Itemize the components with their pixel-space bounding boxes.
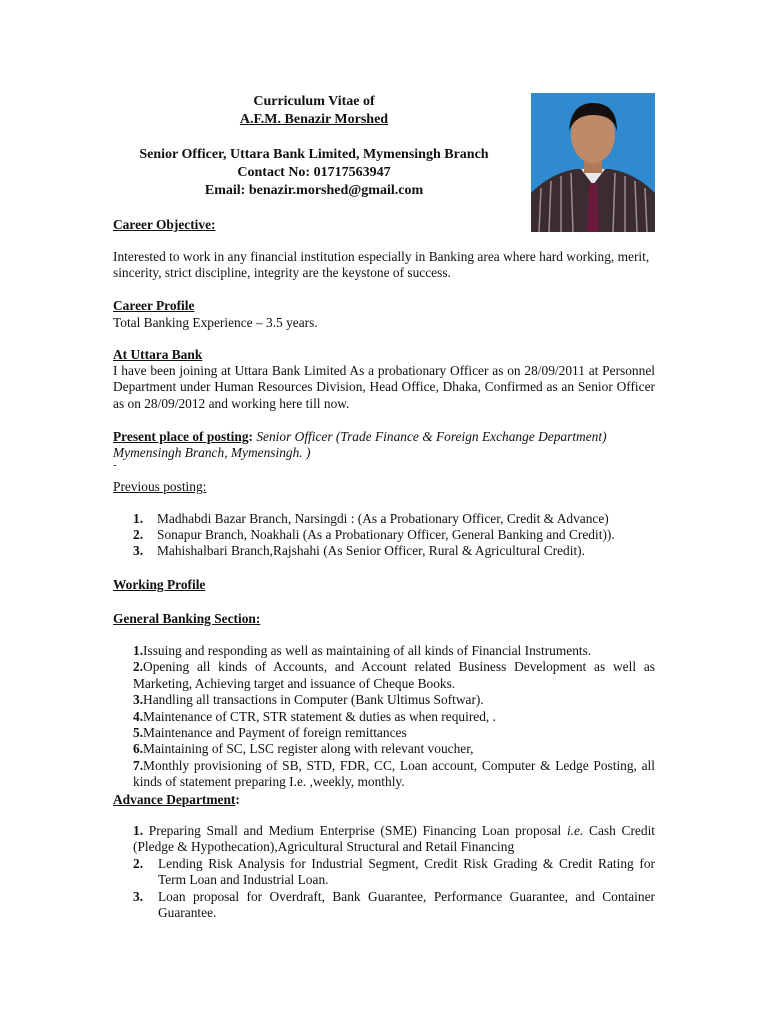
present-posting-text: Senior Officer (Trade Finance & Foreign Exchange Department) Mymensingh Branch, Mymensingh. ) bbox=[113, 429, 607, 461]
item-text: Sonapur Branch, Noakhali (As a Probationary Officer, General Banking and Credit)). bbox=[157, 527, 615, 542]
present-posting bbox=[113, 429, 655, 462]
contact-number: Contact No: 01717563947 bbox=[237, 165, 391, 180]
item-number: 1. bbox=[133, 643, 144, 658]
item-text: Handling all transactions in Computer (Bank Ultimus Softwar). bbox=[143, 692, 484, 708]
list-item bbox=[133, 643, 655, 659]
list-item bbox=[133, 543, 655, 559]
career-objective-heading: Career Objective: bbox=[113, 217, 216, 232]
cv-title: Curriculum Vitae of bbox=[253, 94, 375, 109]
general-banking-heading: General Banking Section: bbox=[113, 611, 261, 626]
list-item bbox=[133, 511, 655, 527]
career-profile-text: Total Banking Experience – 3.5 years. bbox=[113, 315, 318, 330]
item-text: Cash Credit (Pledge & Hypothecation),Agricultural Structural and Retail Financing bbox=[133, 823, 676, 855]
list-item bbox=[133, 758, 655, 791]
item-number: 6. bbox=[133, 741, 144, 757]
profile-photo bbox=[531, 93, 655, 232]
working-profile-heading: Working Profile bbox=[113, 577, 206, 592]
uttara-heading: At Uttara Bank bbox=[113, 347, 203, 362]
list-item bbox=[133, 889, 655, 922]
item-number: 5. bbox=[133, 725, 144, 741]
dash: - bbox=[113, 459, 117, 471]
item-number: 2. bbox=[133, 527, 144, 542]
email: Email: benazir.morshed@gmail.com bbox=[204, 183, 424, 198]
list-item bbox=[133, 692, 655, 708]
item-number: 2. bbox=[133, 856, 144, 871]
career-objective-text: Interested to work in any financial institution especially in Banking area where hard working, merit, sincerity, strict discipline, integrity are the keystone of success. bbox=[113, 249, 650, 281]
colon: : bbox=[248, 429, 253, 444]
item-text: Mahishalbari Branch,Rajshahi (As Senior Officer, Rural & Agricultural Credit). bbox=[157, 543, 585, 558]
item-text: Maintenance and Payment of foreign remittances bbox=[143, 725, 407, 741]
list-item bbox=[133, 823, 676, 856]
current-position: Senior Officer, Uttara Bank Limited, Mymensingh Branch bbox=[139, 147, 489, 162]
candidate-name: A.F.M. Benazir Morshed bbox=[239, 112, 389, 127]
career-profile-heading: Career Profile bbox=[113, 298, 195, 313]
item-text: Lending Risk Analysis for Industrial Segment, Credit Risk Grading & Credit Rating for Term Loan and Industrial Loan. bbox=[158, 856, 655, 888]
item-text: Maintaining of SC, LSC register along with relevant voucher, bbox=[143, 741, 474, 757]
advance-heading bbox=[113, 792, 240, 808]
list-item bbox=[133, 527, 655, 543]
item-text: Opening all kinds of Accounts, and Account related Business Development as well as Marketing, Achieving target and issuance of Cheque Books. bbox=[133, 659, 655, 691]
item-text: Preparing Small and Medium Enterprise (SME) Financing Loan proposal bbox=[148, 823, 567, 838]
item-number: 3. bbox=[133, 889, 144, 904]
list-item bbox=[133, 856, 655, 889]
list-item bbox=[133, 741, 655, 757]
item-text-italic: i.e. bbox=[566, 823, 584, 838]
item-number: 7. bbox=[133, 757, 144, 773]
item-number: 3. bbox=[133, 543, 144, 558]
item-text: Issuing and responding as well as maintaining of all kinds of Financial Instruments. bbox=[143, 643, 592, 658]
list-item bbox=[133, 709, 655, 725]
item-text: Maintenance of CTR, STR statement & duties as when required, . bbox=[143, 708, 496, 724]
uttara-text: I have been joining at Uttara Bank Limited As a probationary Officer as on 28/09/2011 at Personnel Department under Human Resources Division, Head Office, Dhaka, Confirmed as an Senior Officer as on 28/09/2012 and working here till now. bbox=[113, 363, 655, 411]
list-item bbox=[133, 725, 655, 741]
item-text: Madhabdi Bazar Branch, Narsingdi : (As a Probationary Officer, Credit & Advance) bbox=[157, 511, 609, 526]
item-number: 2. bbox=[133, 659, 144, 675]
item-text: Monthly provisioning of SB, STD, FDR, CC, Loan account, Computer & Ledge Posting, all kinds of statement preparing I.e. ,weekly, monthly. bbox=[133, 757, 655, 790]
general-banking-list bbox=[133, 643, 655, 791]
item-number: 1. bbox=[133, 823, 144, 838]
list-item bbox=[133, 659, 655, 692]
item-number: 1. bbox=[133, 511, 144, 526]
colon: : bbox=[235, 792, 240, 807]
advance-heading-label: Advance Department bbox=[113, 792, 236, 807]
item-text: Loan proposal for Overdraft, Bank Guarantee, Performance Guarantee, and Container Guarantee. bbox=[158, 889, 655, 921]
present-posting-label: Present place of posting bbox=[113, 429, 249, 444]
previous-posting-heading: Previous posting: bbox=[113, 479, 207, 494]
item-number: 4. bbox=[133, 708, 144, 724]
item-number: 3. bbox=[133, 692, 144, 708]
